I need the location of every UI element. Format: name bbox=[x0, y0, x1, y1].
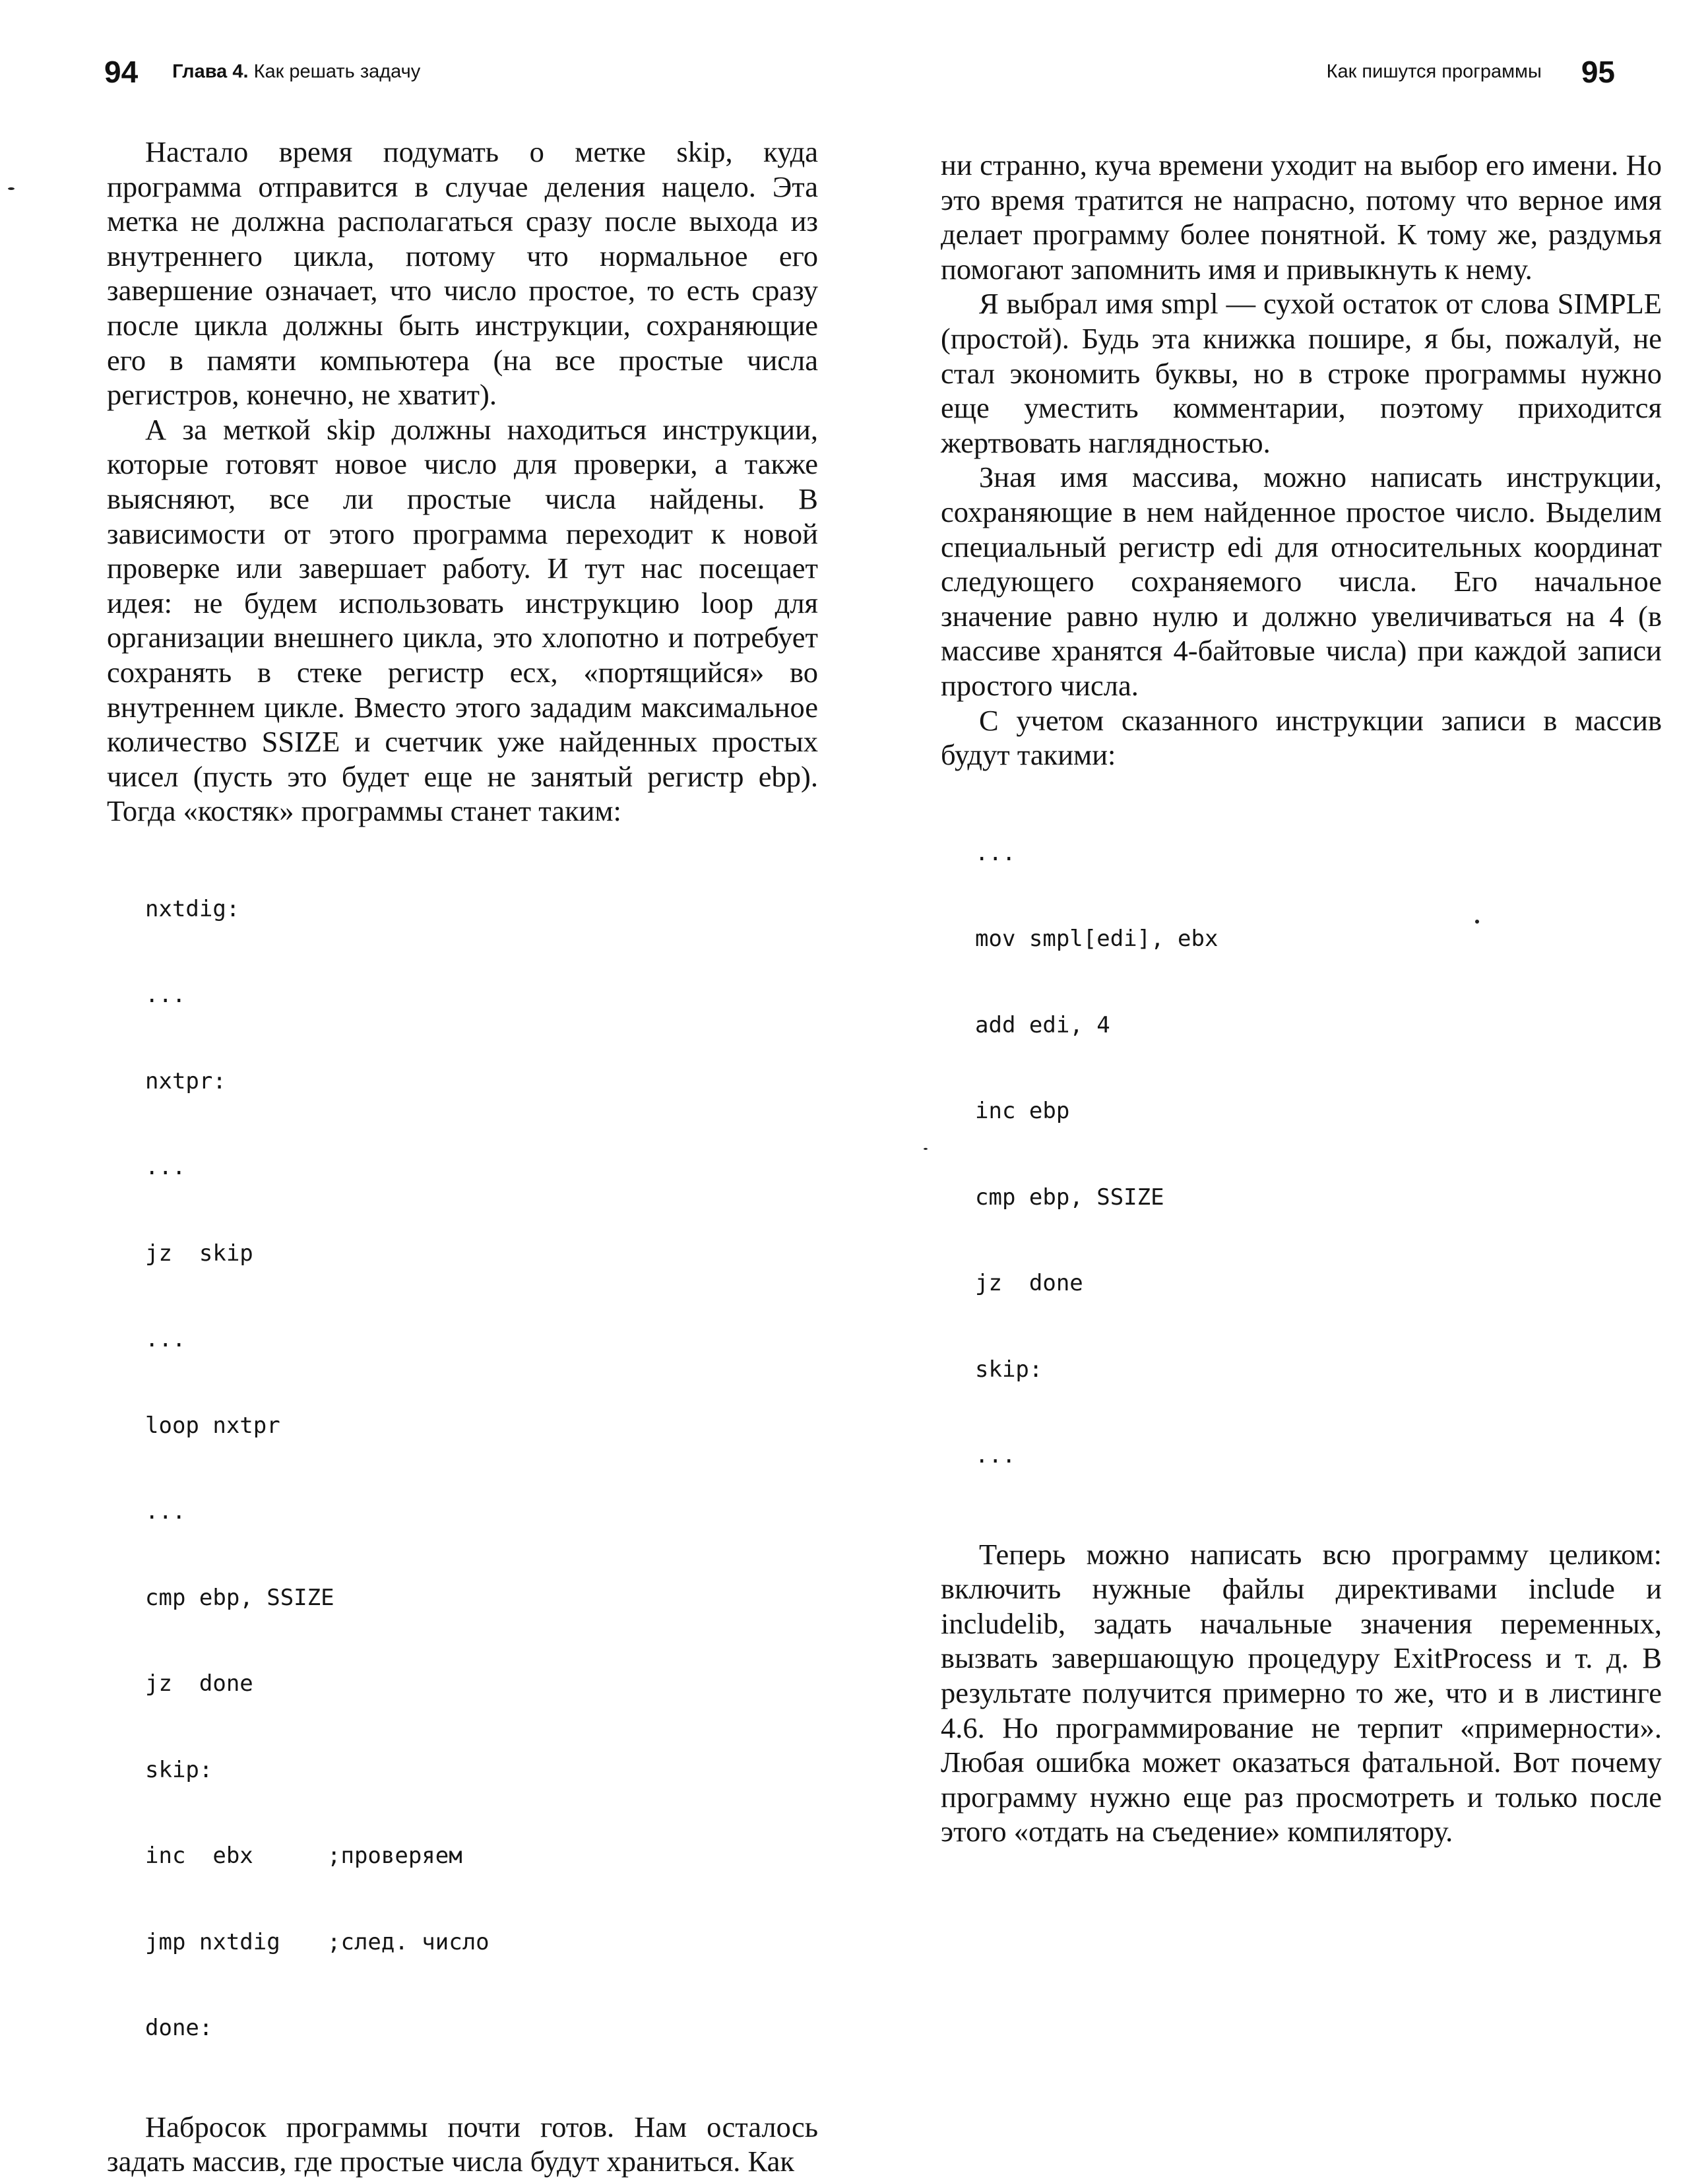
code-instruction: jmp nxtdig bbox=[145, 1928, 280, 1955]
code-line: skip: bbox=[145, 1756, 213, 1783]
code-line-commented bbox=[145, 1842, 818, 1871]
right-text-column bbox=[941, 148, 1662, 1849]
code-instruction: inc ebx bbox=[145, 1843, 253, 1870]
right-paragraph-2: Я выбрал имя smpl — сухой остаток от слова SIMPLE (простой). Будь эта книжка пошире, я бы, пожалуй, не стал экономить буквы, но в строке программы нужно еще уместить комментарии, поэтому приходится жертвовать наглядностью. bbox=[941, 287, 1662, 459]
code-line: ... bbox=[145, 1498, 186, 1525]
left-page-number: 94 bbox=[104, 55, 139, 89]
code-line: loop nxtpr bbox=[145, 1412, 280, 1439]
code-line: ... bbox=[975, 839, 1016, 866]
right-paragraph-4: С учетом сказанного инструкции записи в массив будут такими: bbox=[941, 703, 1662, 772]
right-page-number: 95 bbox=[1581, 55, 1615, 89]
code-line: ... bbox=[145, 982, 186, 1009]
code-line: cmp ebp, SSIZE bbox=[975, 1184, 1164, 1211]
code-line: jz done bbox=[145, 1670, 253, 1697]
code-line: nxtpr: bbox=[145, 1067, 226, 1094]
code-comment: ;след. число bbox=[327, 1928, 490, 1955]
right-paragraph-5: Теперь можно написать всю программу целиком: включить нужные файлы директивами include и includelib, задать начальные значения переменных, вызвать завершающую процедуру ExitProcess и т. д. В результате получится примерно то же, что и в листинге 4.6. Но программирование не терпит «примерности». Любая ошибка может оказаться фатальной. Вот почему программу нужно еще раз просмотреть и только после этого «отдать на съедение» компилятору. bbox=[941, 1537, 1662, 1848]
code-line-commented bbox=[145, 1928, 818, 1957]
code-line: jz skip bbox=[145, 1240, 253, 1267]
left-paragraph-3: Набросок программы почти готов. Нам осталось задать массив, где простые числа будут храниться. Как bbox=[107, 2110, 818, 2178]
scan-speck bbox=[8, 187, 15, 190]
scan-speck bbox=[924, 1148, 928, 1150]
left-running-head bbox=[104, 54, 420, 90]
chapter-label: Глава 4. bbox=[172, 61, 249, 82]
scan-speck bbox=[1475, 920, 1479, 924]
right-code-listing bbox=[975, 782, 1662, 1528]
code-line: done: bbox=[145, 2015, 213, 2042]
left-paragraph-2: А за меткой skip должны находиться инструкции, которые готовят новое число для проверки, а также выясняют, все ли простые числа найдены. В зависимости от этого программа переходит к новой проверке или завершает работу. И тут нас посещает идея: не будем использовать инструкцию loop для организации внешнего цикла, это хлопотно и потребует сохранять в стеке регистр ecx, «портящийся» во внутреннем цикле. Вместо этого зададим максимальное количество SSIZE и счетчик уже найденных простых чисел (пусть это будет еще не занятый регистр ebp). Тогда «костяк» программы станет таким: bbox=[107, 412, 818, 828]
right-page bbox=[854, 0, 1707, 1848]
right-paragraph-3: Зная имя массива, можно написать инструкции, сохраняющие в нем найденное простое число. Выделим специальный регистр edi для относительных координат следующего сохраняемого числа. Его начальное значение равно нулю и должно увеличиваться на 4 (в массиве хранятся 4-байтовые числа) при каждой записи простого числа. bbox=[941, 460, 1662, 702]
code-line: ... bbox=[145, 1326, 186, 1353]
left-text-column bbox=[107, 135, 818, 2179]
code-line: add edi, 4 bbox=[975, 1011, 1110, 1038]
right-chapter-title: Как пишутся программы bbox=[1326, 61, 1542, 82]
left-page bbox=[0, 0, 854, 2178]
right-paragraph-1: ни странно, куча времени уходит на выбор его имени. Но это время тратится не напрасно, потому что верное имя делает программу более понятной. К тому же, раздумья помогают запомнить имя и привыкнуть к нему. bbox=[941, 148, 1662, 286]
code-comment: ;проверяем bbox=[327, 1843, 462, 1870]
code-line: ... bbox=[975, 1442, 1016, 1469]
left-paragraph-1: Настало время подумать о метке skip, куда программа отправится в случае деления нацело. Эта метка не должна располагаться сразу после выхода из внутреннего цикла, потому что нормальное его завершение означает, что число простое, то есть сразу после цикла должны быть инструкции, сохраняющие его в памяти компьютера (на все простые числа регистров, конечно, не хватит). bbox=[107, 135, 818, 412]
left-chapter-heading bbox=[172, 61, 420, 82]
chapter-title: Как решать задачу bbox=[253, 61, 421, 82]
code-line: ... bbox=[145, 1154, 186, 1181]
code-line: cmp ebp, SSIZE bbox=[145, 1584, 334, 1611]
code-line: skip: bbox=[975, 1356, 1043, 1383]
left-code-listing bbox=[145, 838, 818, 2100]
code-line: inc ebp bbox=[975, 1098, 1070, 1125]
code-line: nxtdig: bbox=[145, 895, 240, 922]
code-line: mov smpl[edi], ebx bbox=[975, 926, 1218, 953]
right-running-head bbox=[1327, 54, 1615, 90]
code-line: jz done bbox=[975, 1270, 1083, 1297]
